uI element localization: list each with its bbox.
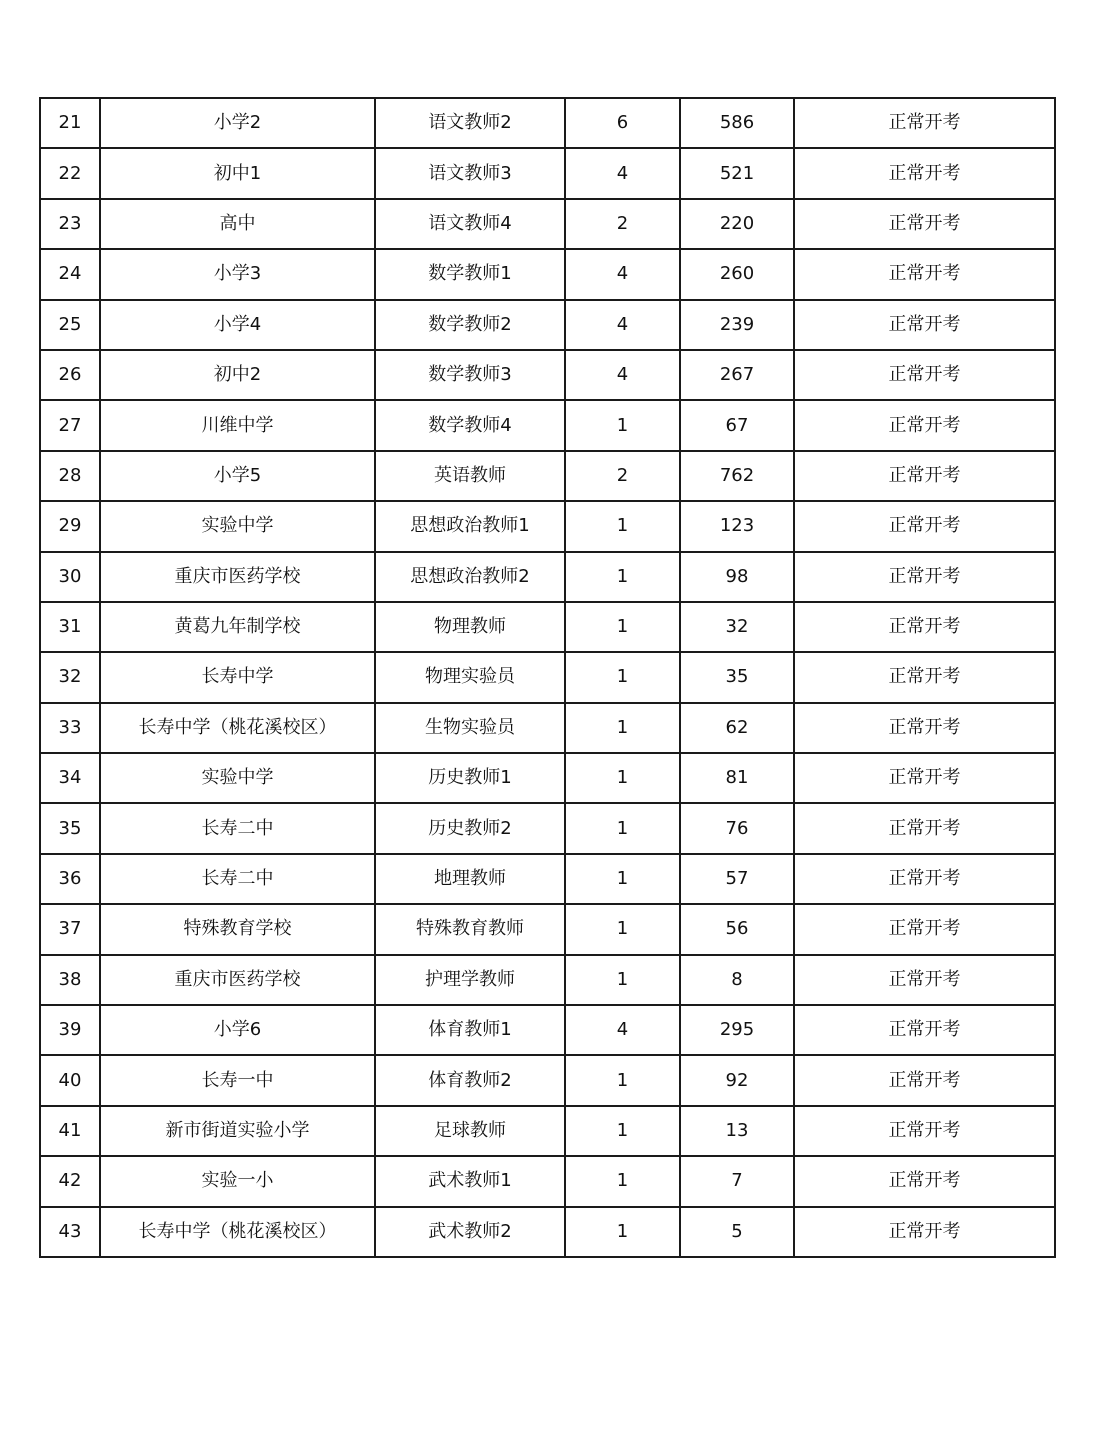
school-cell: 特殊教育学校 bbox=[100, 904, 375, 954]
table-row bbox=[40, 1156, 1055, 1206]
hiring-count-cell: 2 bbox=[565, 199, 680, 249]
hiring-count-cell: 1 bbox=[565, 400, 680, 450]
exam-status-cell: 正常开考 bbox=[794, 350, 1055, 400]
position-cell: 语文教师4 bbox=[375, 199, 565, 249]
hiring-count-cell: 6 bbox=[565, 98, 680, 148]
school-cell: 长寿二中 bbox=[100, 803, 375, 853]
exam-status-cell: 正常开考 bbox=[794, 199, 1055, 249]
exam-status-cell: 正常开考 bbox=[794, 249, 1055, 299]
position-cell: 历史教师1 bbox=[375, 753, 565, 803]
hiring-count-cell: 1 bbox=[565, 904, 680, 954]
row-number-cell: 43 bbox=[40, 1207, 100, 1257]
position-cell: 思想政治教师1 bbox=[375, 501, 565, 551]
applicant-count-cell: 13 bbox=[680, 1106, 794, 1156]
row-number-cell: 42 bbox=[40, 1156, 100, 1206]
table-row bbox=[40, 753, 1055, 803]
table-row bbox=[40, 400, 1055, 450]
hiring-count-cell: 1 bbox=[565, 803, 680, 853]
position-cell: 物理实验员 bbox=[375, 652, 565, 702]
school-cell: 小学5 bbox=[100, 451, 375, 501]
exam-status-cell: 正常开考 bbox=[794, 400, 1055, 450]
applicant-count-cell: 260 bbox=[680, 249, 794, 299]
school-cell: 小学2 bbox=[100, 98, 375, 148]
applicant-count-cell: 295 bbox=[680, 1005, 794, 1055]
position-cell: 护理学教师 bbox=[375, 955, 565, 1005]
school-cell: 长寿中学 bbox=[100, 652, 375, 702]
table-row bbox=[40, 199, 1055, 249]
hiring-count-cell: 4 bbox=[565, 148, 680, 198]
applicant-count-cell: 32 bbox=[680, 602, 794, 652]
table-row bbox=[40, 703, 1055, 753]
exam-status-cell: 正常开考 bbox=[794, 1106, 1055, 1156]
table-row bbox=[40, 552, 1055, 602]
table-row bbox=[40, 1106, 1055, 1156]
exam-status-cell: 正常开考 bbox=[794, 98, 1055, 148]
hiring-count-cell: 1 bbox=[565, 552, 680, 602]
hiring-count-cell: 1 bbox=[565, 1156, 680, 1206]
table-row bbox=[40, 350, 1055, 400]
exam-status-cell: 正常开考 bbox=[794, 501, 1055, 551]
position-cell: 数学教师1 bbox=[375, 249, 565, 299]
hiring-count-cell: 1 bbox=[565, 1106, 680, 1156]
row-number-cell: 21 bbox=[40, 98, 100, 148]
row-number-cell: 34 bbox=[40, 753, 100, 803]
exam-status-cell: 正常开考 bbox=[794, 652, 1055, 702]
hiring-count-cell: 1 bbox=[565, 652, 680, 702]
hiring-count-cell: 1 bbox=[565, 955, 680, 1005]
school-cell: 实验中学 bbox=[100, 753, 375, 803]
school-cell: 长寿中学（桃花溪校区） bbox=[100, 1207, 375, 1257]
exam-status-cell: 正常开考 bbox=[794, 451, 1055, 501]
applicant-count-cell: 57 bbox=[680, 854, 794, 904]
hiring-count-cell: 2 bbox=[565, 451, 680, 501]
hiring-count-cell: 1 bbox=[565, 753, 680, 803]
applicant-count-cell: 762 bbox=[680, 451, 794, 501]
school-cell: 初中2 bbox=[100, 350, 375, 400]
applicant-count-cell: 239 bbox=[680, 300, 794, 350]
school-cell: 实验中学 bbox=[100, 501, 375, 551]
position-cell: 地理教师 bbox=[375, 854, 565, 904]
school-cell: 长寿中学（桃花溪校区） bbox=[100, 703, 375, 753]
school-cell: 高中 bbox=[100, 199, 375, 249]
exam-status-cell: 正常开考 bbox=[794, 1156, 1055, 1206]
position-cell: 数学教师3 bbox=[375, 350, 565, 400]
row-number-cell: 23 bbox=[40, 199, 100, 249]
applicant-count-cell: 56 bbox=[680, 904, 794, 954]
row-number-cell: 35 bbox=[40, 803, 100, 853]
table-row bbox=[40, 803, 1055, 853]
applicant-count-cell: 586 bbox=[680, 98, 794, 148]
table-row bbox=[40, 1207, 1055, 1257]
school-cell: 重庆市医药学校 bbox=[100, 552, 375, 602]
school-cell: 黄葛九年制学校 bbox=[100, 602, 375, 652]
exam-status-cell: 正常开考 bbox=[794, 602, 1055, 652]
applicant-count-cell: 123 bbox=[680, 501, 794, 551]
hiring-count-cell: 1 bbox=[565, 854, 680, 904]
hiring-count-cell: 4 bbox=[565, 300, 680, 350]
table-row bbox=[40, 854, 1055, 904]
position-cell: 武术教师1 bbox=[375, 1156, 565, 1206]
table-row bbox=[40, 249, 1055, 299]
applicant-count-cell: 67 bbox=[680, 400, 794, 450]
position-cell: 体育教师1 bbox=[375, 1005, 565, 1055]
exam-status-cell: 正常开考 bbox=[794, 703, 1055, 753]
exam-status-table bbox=[39, 97, 1056, 1258]
exam-status-cell: 正常开考 bbox=[794, 955, 1055, 1005]
applicant-count-cell: 76 bbox=[680, 803, 794, 853]
exam-status-cell: 正常开考 bbox=[794, 300, 1055, 350]
applicant-count-cell: 81 bbox=[680, 753, 794, 803]
row-number-cell: 24 bbox=[40, 249, 100, 299]
applicant-count-cell: 92 bbox=[680, 1055, 794, 1105]
row-number-cell: 33 bbox=[40, 703, 100, 753]
position-cell: 足球教师 bbox=[375, 1106, 565, 1156]
hiring-count-cell: 1 bbox=[565, 1055, 680, 1105]
exam-status-cell: 正常开考 bbox=[794, 803, 1055, 853]
school-cell: 长寿一中 bbox=[100, 1055, 375, 1105]
exam-status-cell: 正常开考 bbox=[794, 904, 1055, 954]
applicant-count-cell: 521 bbox=[680, 148, 794, 198]
applicant-count-cell: 35 bbox=[680, 652, 794, 702]
hiring-count-cell: 4 bbox=[565, 350, 680, 400]
table-body bbox=[40, 98, 1055, 1257]
row-number-cell: 28 bbox=[40, 451, 100, 501]
row-number-cell: 26 bbox=[40, 350, 100, 400]
position-cell: 武术教师2 bbox=[375, 1207, 565, 1257]
position-cell: 语文教师2 bbox=[375, 98, 565, 148]
position-cell: 思想政治教师2 bbox=[375, 552, 565, 602]
table-row bbox=[40, 300, 1055, 350]
exam-status-cell: 正常开考 bbox=[794, 1055, 1055, 1105]
table-row bbox=[40, 451, 1055, 501]
row-number-cell: 27 bbox=[40, 400, 100, 450]
row-number-cell: 39 bbox=[40, 1005, 100, 1055]
position-cell: 英语教师 bbox=[375, 451, 565, 501]
school-cell: 实验一小 bbox=[100, 1156, 375, 1206]
school-cell: 川维中学 bbox=[100, 400, 375, 450]
row-number-cell: 30 bbox=[40, 552, 100, 602]
table-row bbox=[40, 955, 1055, 1005]
row-number-cell: 22 bbox=[40, 148, 100, 198]
exam-status-cell: 正常开考 bbox=[794, 854, 1055, 904]
school-cell: 小学6 bbox=[100, 1005, 375, 1055]
position-cell: 生物实验员 bbox=[375, 703, 565, 753]
row-number-cell: 41 bbox=[40, 1106, 100, 1156]
row-number-cell: 37 bbox=[40, 904, 100, 954]
hiring-count-cell: 1 bbox=[565, 602, 680, 652]
school-cell: 初中1 bbox=[100, 148, 375, 198]
row-number-cell: 25 bbox=[40, 300, 100, 350]
position-cell: 体育教师2 bbox=[375, 1055, 565, 1105]
applicant-count-cell: 220 bbox=[680, 199, 794, 249]
row-number-cell: 38 bbox=[40, 955, 100, 1005]
table-row bbox=[40, 501, 1055, 551]
table-row bbox=[40, 98, 1055, 148]
school-cell: 新市街道实验小学 bbox=[100, 1106, 375, 1156]
applicant-count-cell: 62 bbox=[680, 703, 794, 753]
hiring-count-cell: 1 bbox=[565, 1207, 680, 1257]
table-row bbox=[40, 1005, 1055, 1055]
hiring-count-cell: 4 bbox=[565, 1005, 680, 1055]
table-row bbox=[40, 652, 1055, 702]
position-cell: 物理教师 bbox=[375, 602, 565, 652]
exam-status-cell: 正常开考 bbox=[794, 1207, 1055, 1257]
applicant-count-cell: 267 bbox=[680, 350, 794, 400]
applicant-count-cell: 7 bbox=[680, 1156, 794, 1206]
applicant-count-cell: 8 bbox=[680, 955, 794, 1005]
applicant-count-cell: 98 bbox=[680, 552, 794, 602]
row-number-cell: 36 bbox=[40, 854, 100, 904]
hiring-count-cell: 1 bbox=[565, 703, 680, 753]
school-cell: 小学3 bbox=[100, 249, 375, 299]
hiring-count-cell: 4 bbox=[565, 249, 680, 299]
school-cell: 重庆市医药学校 bbox=[100, 955, 375, 1005]
exam-status-cell: 正常开考 bbox=[794, 148, 1055, 198]
hiring-count-cell: 1 bbox=[565, 501, 680, 551]
position-cell: 特殊教育教师 bbox=[375, 904, 565, 954]
position-cell: 数学教师2 bbox=[375, 300, 565, 350]
row-number-cell: 31 bbox=[40, 602, 100, 652]
table-row bbox=[40, 148, 1055, 198]
row-number-cell: 40 bbox=[40, 1055, 100, 1105]
school-cell: 小学4 bbox=[100, 300, 375, 350]
school-cell: 长寿二中 bbox=[100, 854, 375, 904]
table-row bbox=[40, 602, 1055, 652]
row-number-cell: 32 bbox=[40, 652, 100, 702]
exam-status-cell: 正常开考 bbox=[794, 1005, 1055, 1055]
exam-status-cell: 正常开考 bbox=[794, 753, 1055, 803]
position-cell: 历史教师2 bbox=[375, 803, 565, 853]
table-row bbox=[40, 1055, 1055, 1105]
position-cell: 语文教师3 bbox=[375, 148, 565, 198]
position-cell: 数学教师4 bbox=[375, 400, 565, 450]
applicant-count-cell: 5 bbox=[680, 1207, 794, 1257]
exam-status-cell: 正常开考 bbox=[794, 552, 1055, 602]
row-number-cell: 29 bbox=[40, 501, 100, 551]
table-row bbox=[40, 904, 1055, 954]
